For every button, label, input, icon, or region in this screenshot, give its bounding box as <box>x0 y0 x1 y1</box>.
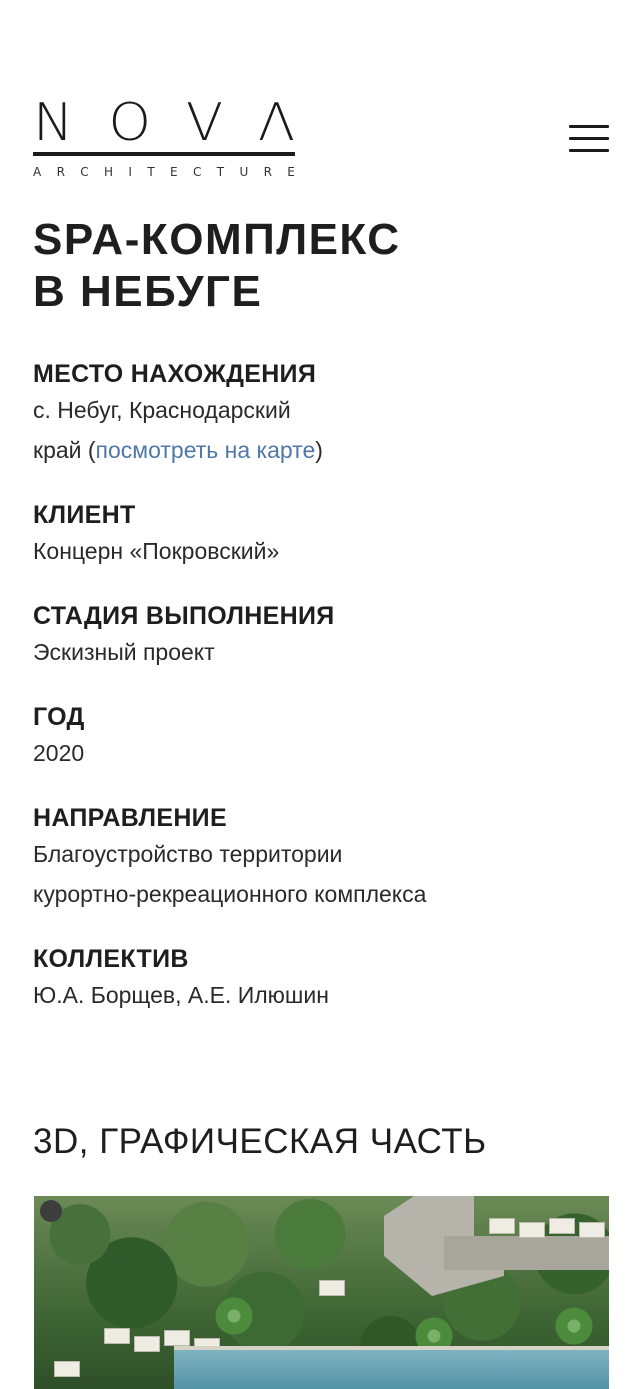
render-pool <box>174 1346 609 1389</box>
tagline-letter: R <box>56 165 65 179</box>
nova-architecture-logo[interactable] <box>33 92 295 179</box>
tagline-letter: T <box>147 165 155 179</box>
team-block <box>33 943 603 1015</box>
location-suffix: ) <box>315 437 323 463</box>
location-block <box>33 358 603 470</box>
team-value: Ю.А. Борщев, А.Е. Илюшин <box>33 982 329 1008</box>
render-palm <box>214 1296 254 1336</box>
view-on-map-link[interactable]: посмотреть на карте <box>95 437 316 463</box>
render-object <box>40 1200 62 1222</box>
year-block <box>33 701 603 773</box>
location-prefix: край ( <box>33 437 96 463</box>
render-umbrella <box>579 1222 605 1238</box>
client-label: КЛИЕНТ <box>33 501 136 529</box>
menu-bar <box>569 125 609 128</box>
render-umbrella <box>54 1361 80 1377</box>
render-palm <box>554 1306 594 1346</box>
tagline-letter: E <box>287 165 295 179</box>
client-block <box>33 499 603 571</box>
tagline-letter: C <box>192 165 202 179</box>
team-label: КОЛЛЕКТИВ <box>33 945 189 973</box>
tagline-letter: T <box>216 165 225 179</box>
year-label: ГОД <box>33 703 85 731</box>
menu-bar <box>569 149 609 152</box>
tagline-letter: H <box>104 165 114 179</box>
menu-bar <box>569 137 609 140</box>
render-umbrella <box>519 1222 545 1238</box>
direction-block <box>33 802 603 914</box>
logo-tagline <box>33 165 295 179</box>
gallery-heading: 3D, ГРАФИЧЕСКАЯ ЧАСТЬ <box>33 1122 487 1161</box>
render-umbrella <box>104 1328 130 1344</box>
render-terrace <box>444 1236 609 1270</box>
render-umbrella <box>319 1280 345 1296</box>
render-umbrella <box>549 1218 575 1234</box>
tagline-letter: I <box>128 165 132 179</box>
year-value: 2020 <box>33 740 85 766</box>
tagline-letter: U <box>239 165 249 179</box>
stage-label: СТАДИЯ ВЫПОЛНЕНИЯ <box>33 602 335 630</box>
logo-letter: Λ <box>258 92 295 153</box>
logo-underline <box>33 152 295 156</box>
stage-block <box>33 600 603 672</box>
render-umbrella <box>489 1218 515 1234</box>
client-value: Концерн «Покровский» <box>33 538 280 564</box>
gallery-render-image[interactable] <box>34 1196 609 1389</box>
tagline-letter: C <box>80 165 89 179</box>
logo-letter: V <box>186 92 223 153</box>
project-info <box>33 358 603 1044</box>
location-label: МЕСТО НАХОЖДЕНИЯ <box>33 360 317 388</box>
logo-letter: O <box>108 92 151 153</box>
direction-line2: курортно-рекреационного комплекса <box>33 881 427 907</box>
hamburger-menu-icon[interactable] <box>569 125 609 153</box>
logo-wordmark <box>33 92 295 153</box>
location-line2 <box>33 430 603 470</box>
direction-line1: Благоустройство территории <box>33 841 343 867</box>
tagline-letter: R <box>263 165 272 179</box>
project-title: SPA-КОМПЛЕКС В НЕБУГЕ <box>33 215 401 316</box>
render-umbrella <box>164 1330 190 1346</box>
tagline-letter: E <box>170 165 178 179</box>
stage-value: Эскизный проект <box>33 639 215 665</box>
logo-letter: N <box>33 92 74 153</box>
tagline-letter: A <box>33 165 42 179</box>
render-umbrella <box>134 1336 160 1352</box>
location-line1: с. Небуг, Краснодарский <box>33 397 291 423</box>
direction-label: НАПРАВЛЕНИЕ <box>33 804 227 832</box>
